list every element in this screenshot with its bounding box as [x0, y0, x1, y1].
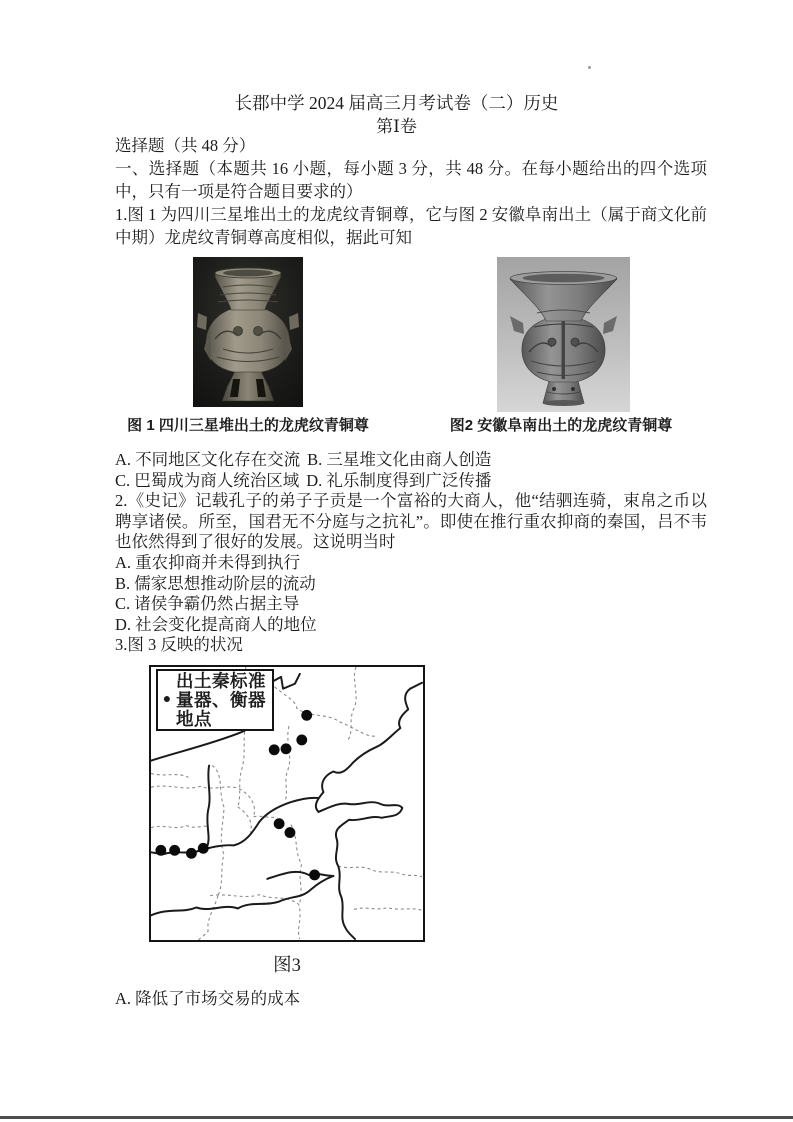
figure-2-caption: 图2 安徽阜南出土的龙虎纹青铜尊	[449, 417, 673, 434]
q2-option-c: C. 诸侯争霸仍然占据主导	[115, 594, 300, 614]
questions-text-block	[115, 450, 707, 656]
find-spot-dot	[155, 845, 166, 856]
q1-option-c: C. 巴蜀成为商人统治区域	[115, 470, 300, 490]
q2-option-d: D. 社会变化提高商人的地位	[115, 614, 317, 634]
q1-option-d: D. 礼乐制度得到广泛传播	[306, 470, 492, 490]
legend-dot-icon: ●	[162, 692, 172, 707]
page-title: 长郡中学 2024 届高三月考试卷（二）历史	[234, 93, 559, 113]
section-heading: 选择题（共 48 分）	[115, 136, 256, 155]
section-instructions: 一、选择题（本题共 16 小题，每小题 3 分，共 48 分。在每小题给出的四个选项中，只有一项是符合题目要求的）	[115, 159, 707, 201]
question-3-stem: 3.图 3 反映的状况	[115, 635, 243, 655]
q1-options-row-2	[115, 471, 707, 492]
find-spot-dot	[169, 845, 180, 856]
find-spot-dot	[309, 870, 320, 881]
figure-1-caption: 图 1 四川三星堆出土的龙虎纹青铜尊	[127, 417, 369, 434]
page-bottom-rule	[0, 1116, 793, 1119]
bronze-zun-2-illustration	[497, 257, 630, 412]
scan-artifact-dot	[588, 66, 591, 69]
find-spot-dot	[296, 735, 307, 746]
find-spot-dot	[281, 743, 292, 754]
volume-heading: 第Ⅰ卷	[376, 117, 417, 136]
find-spot-dot	[269, 744, 280, 755]
question-1-stem: 1.图 1 为四川三星堆出土的龙虎纹青铜尊，它与图 2 安徽阜南出土（属于商文化前中期）龙虎纹青铜尊高度相似，据此可知	[115, 205, 707, 247]
bronze-zun-1-illustration	[193, 257, 303, 407]
map-legend	[156, 669, 274, 731]
figure-3-caption: 图3	[273, 956, 301, 976]
q3-option-a: A. 降低了市场交易的成本	[115, 989, 301, 1008]
bronze-zun-photo-2	[497, 257, 630, 412]
bronze-zun-photo-1	[193, 257, 303, 407]
intro-text-block	[115, 134, 707, 249]
find-spot-dot	[301, 710, 312, 721]
find-spot-dot	[198, 843, 209, 854]
question-2-stem: 2.《史记》记载孔子的弟子子贡是一个富裕的大商人，他“结驷连骑，束帛之币以聘享诸侯。所至，国君无不分庭与之抗礼”。即使在推行重农抑商的秦国，吕不韦也依然得到了很好的发展。这说明当时	[115, 491, 707, 552]
find-spot-dot	[274, 818, 285, 829]
q1-options-row-1	[115, 450, 707, 471]
find-spot-dots	[155, 710, 320, 881]
q2-option-b: B. 儒家思想推动阶层的流动	[115, 573, 316, 593]
find-spot-dot	[186, 848, 197, 859]
find-spot-dot	[285, 827, 296, 838]
q2-option-a: A. 重农抑商并未得到执行	[115, 552, 301, 572]
figure-3-map	[149, 665, 425, 942]
legend-label: 出土秦标准量器、衡器地点	[176, 670, 266, 729]
q1-option-b: B. 三星堆文化由商人创造	[307, 450, 492, 469]
q1-option-a: A. 不同地区文化存在交流	[115, 450, 301, 469]
